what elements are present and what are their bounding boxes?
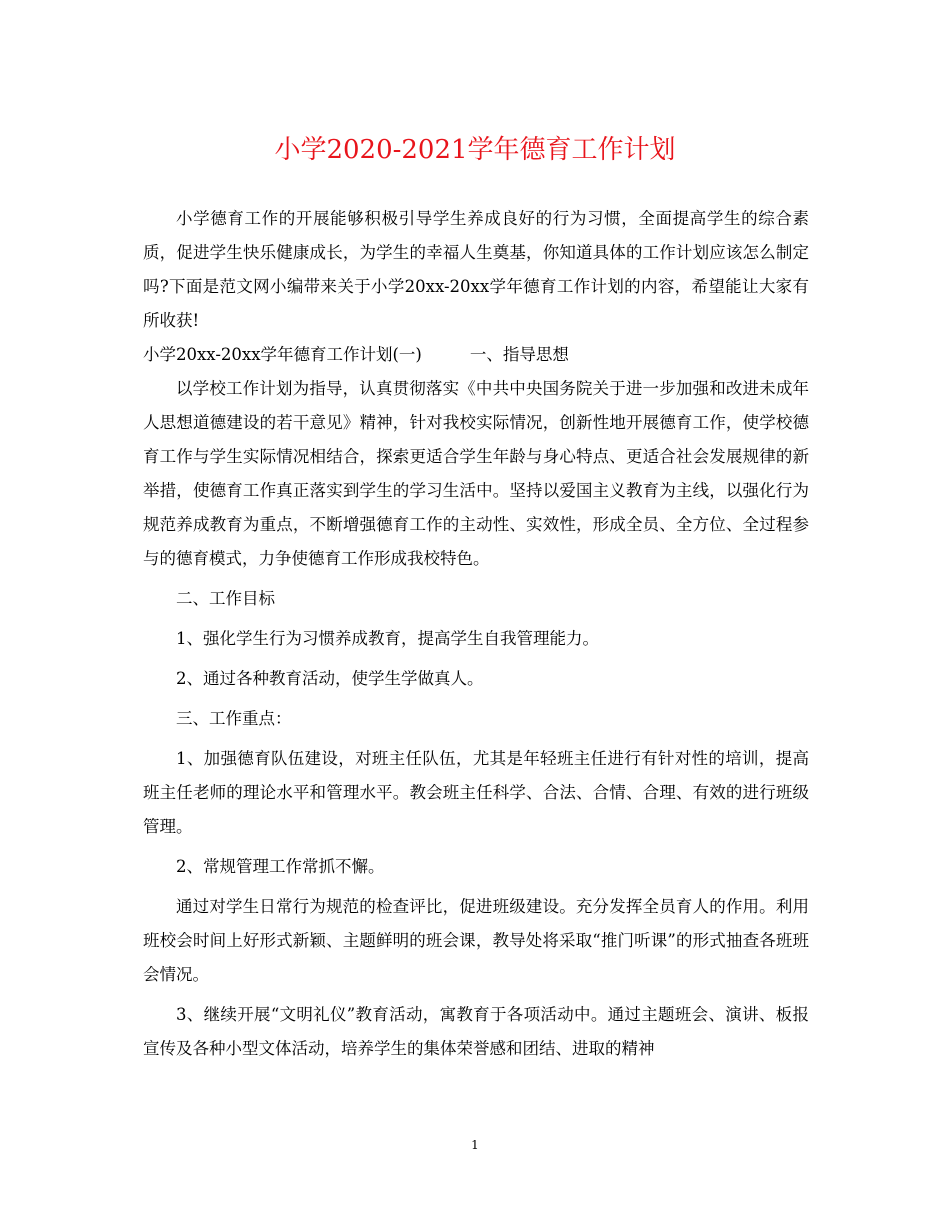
focus-item-2-text: 通过对学生日常行为规范的检查评比，促进班级建设。充分发挥全员育人的作用。利用班校会时间上好形式新颖、主题鲜明的班会课，教导处将采取“推门听课”的形式抽查各班班会情况。 xyxy=(143,897,809,984)
section1-heading: 一、指导思想 xyxy=(469,345,569,364)
goal-item-2: 2、通过各种教育活动，使学生学做真人。 xyxy=(176,669,484,688)
section2-heading: 二、工作目标 xyxy=(176,589,275,608)
focus-item-1: 1、加强德育队伍建设，对班主任队伍，尤其是年轻班主任进行有针对性的培训，提高班主任老师的理论水平和管理水平。教会班主任科学、合法、合情、合理、有效的进行班级管理。 xyxy=(143,749,809,836)
page-number: 1 xyxy=(471,1138,479,1152)
document-body xyxy=(143,202,809,1066)
section1-paragraph: 以学校工作计划为指导，认真贯彻落实《中共中央国务院关于进一步加强和改进未成年人思想道德建设的若干意见》精神，针对我校实际情况，创新性地开展德育工作，使学校德育工作与学生实际情况相结合，探索更适合学生年龄与身心特点、更适合社会发展规律的新举措，使德育工作真正落实到学生的学习生活中。坚持以爱国主义教育为主线，以强化行为规范养成教育为重点，不断增强德育工作的主动性、实效性，形成全员、全方位、全过程参与的德育模式，力争使德育工作形成我校特色。 xyxy=(143,379,809,568)
section3-heading: 三、工作重点： xyxy=(176,709,292,728)
document-title: 小学2020-2021学年德育工作计划 xyxy=(274,135,676,165)
intro-paragraph: 小学德育工作的开展能够积极引导学生养成良好的行为习惯，全面提高学生的综合素质，促进学生快乐健康成长，为学生的幸福人生奠基，你知道具体的工作计划应该怎么制定吗?下面是范文网小编带来关于小学20xx-20xx学年德育工作计划的内容，希望能让大家有所收获! xyxy=(143,209,809,330)
plan-heading-line xyxy=(143,338,809,372)
plan-heading: 小学20xx-20xx学年德育工作计划(一) xyxy=(143,345,422,364)
goal-item-1: 1、强化学生行为习惯养成教育，提高学生自我管理能力。 xyxy=(176,629,599,648)
focus-item-3: 3、继续开展“文明礼仪”教育活动，寓教育于各项活动中。通过主题班会、演讲、板报宣传及各种小型文体活动，培养学生的集体荣誉感和团结、进取的精神 xyxy=(143,1005,809,1058)
focus-item-2: 2、常规管理工作常抓不懈。 xyxy=(176,857,385,876)
